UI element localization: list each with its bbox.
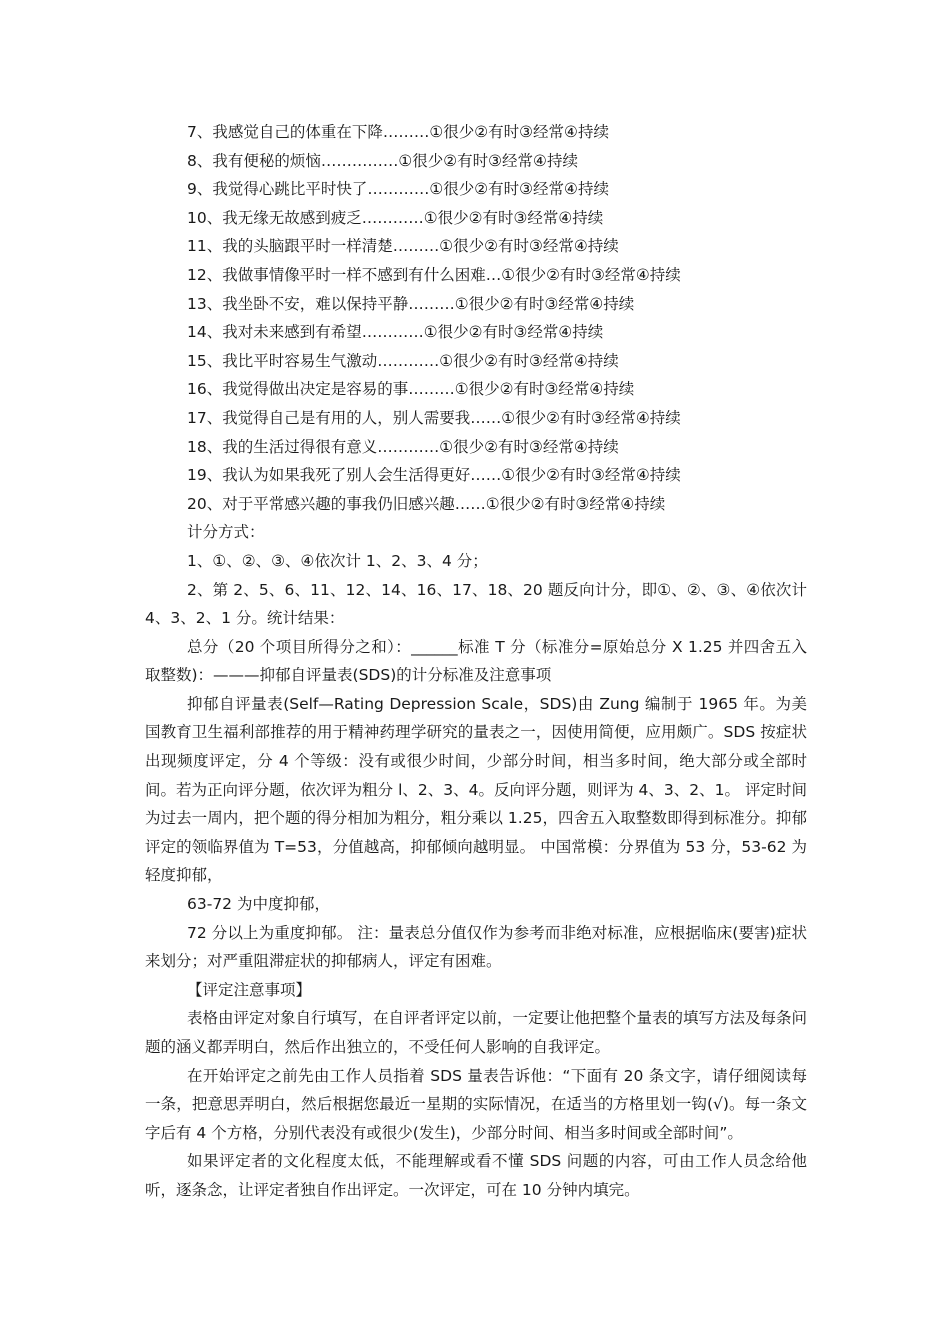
question-item-8: 8、我有便秘的烦恼……………①很少②有时③经常④持续 bbox=[187, 151, 578, 170]
question-item-18: 18、我的生活过得很有意义…………①很少②有时③经常④持续 bbox=[187, 437, 619, 456]
severe-depression-paragraph: 72 分以上为重度抑郁。 注：量表总分值仅作为参考而非绝对标准，应根据临床(要害)症状来划分；对严重阻滞症状的抑郁病人，评定有困难。 bbox=[145, 923, 807, 971]
scoring-heading: 计分方式： bbox=[187, 523, 265, 542]
question-item-17: 17、我觉得自己是有用的人，别人需要我……①很少②有时③经常④持续 bbox=[187, 408, 681, 427]
scoring-rule-1: 1、①、②、③、④依次计 1、2、3、4 分； bbox=[187, 551, 488, 570]
sds-intro-paragraph: 抑郁自评量表(Self—Rating Depression Scale，SDS)由 Zung 编制于 1965 年。为美国教育卫生福利部推荐的用于精神药理学研究的量表之一，因使用简便，应用颇广。SDS 按症状出现频度评定，分 4 个等级：没有或很少时间，少部分时间，相当多时间，绝大部分或全部时间。若为正向评分题，依次评为粗分 l、2、3、4。反向评分题，则评为 4、3、2、1。 评定时间为过去一周内，把个题的得分相加为粗分，粗分乘以 1.25，四舍五入取整数即得到标准分。抑郁评定的领临界值为 T=53，分值越高，抑郁倾向越明显。 中国常模：分界值为 53 分，53-62 为轻度抑郁， bbox=[145, 694, 807, 885]
question-item-7: 7、我感觉自己的体重在下降………①很少②有时③经常④持续 bbox=[187, 123, 609, 141]
question-item-9: 9、我觉得心跳比平时快了…………①很少②有时③经常④持续 bbox=[187, 180, 609, 199]
question-item-13: 13、我坐卧不安，难以保持平静………①很少②有时③经常④持续 bbox=[187, 294, 635, 313]
note-paragraph-3: 如果评定者的文化程度太低，不能理解或看不懂 SDS 问题的内容，可由工作人员念给他听，逐条念，让评定者独自作出评定。一次评定，可在 10 分钟内填完。 bbox=[145, 1152, 807, 1199]
question-item-12: 12、我做事情像平时一样不感到有什么困难…①很少②有时③经常④持续 bbox=[187, 265, 681, 284]
question-item-16: 16、我觉得做出决定是容易的事………①很少②有时③经常④持续 bbox=[187, 380, 635, 399]
note-paragraph-1: 表格由评定对象自行填写，在自评者评定以前，一定要让他把整个量表的填写方法及每条问题的涵义都弄明白，然后作出独立的，不受任何人影响的自我评定。 bbox=[145, 1009, 808, 1056]
question-item-11: 11、我的头脑跟平时一样清楚………①很少②有时③经常④持续 bbox=[187, 237, 619, 256]
question-item-14: 14、我对未来感到有希望…………①很少②有时③经常④持续 bbox=[187, 323, 604, 342]
notes-heading: 【评定注意事项】 bbox=[187, 980, 312, 999]
note-paragraph-2: 在开始评定之前先由工作人员指着 SDS 量表告诉他：“下面有 20 条文字，请仔细阅读每一条，把意思弄明白，然后根据您最近一星期的实际情况，在适当的方格里划一钩(√)。每一条文字后有 4 个方格，分别代表没有或很少(发生)，少部分时间、相当多时间或全部时间”。 bbox=[145, 1066, 807, 1142]
question-item-19: 19、我认为如果我死了别人会生活得更好……①很少②有时③经常④持续 bbox=[187, 466, 681, 485]
moderate-depression-line: 63-72 为中度抑郁， bbox=[187, 895, 330, 914]
question-item-20: 20、对于平常感兴趣的事我仍旧感兴趣……①很少②有时③经常④持续 bbox=[187, 494, 666, 513]
question-item-15: 15、我比平时容易生气激动…………①很少②有时③经常④持续 bbox=[187, 351, 619, 370]
scoring-total: 总分（20 个项目所得分之和）：______标准 T 分（标准分=原始总分 X 1.25 并四舍五入取整数)：———抑郁自评量表(SDS)的计分标准及注意事项 bbox=[145, 637, 807, 685]
question-item-10: 10、我无缘无故感到疲乏…………①很少②有时③经常④持续 bbox=[187, 208, 604, 227]
document-content bbox=[145, 118, 807, 1205]
scoring-rule-2: 2、第 2、5、6、11、12、14、16、17、18、20 题反向计分，即①、②、③、④依次计 4、3、2、1 分。统计结果： bbox=[145, 580, 807, 628]
